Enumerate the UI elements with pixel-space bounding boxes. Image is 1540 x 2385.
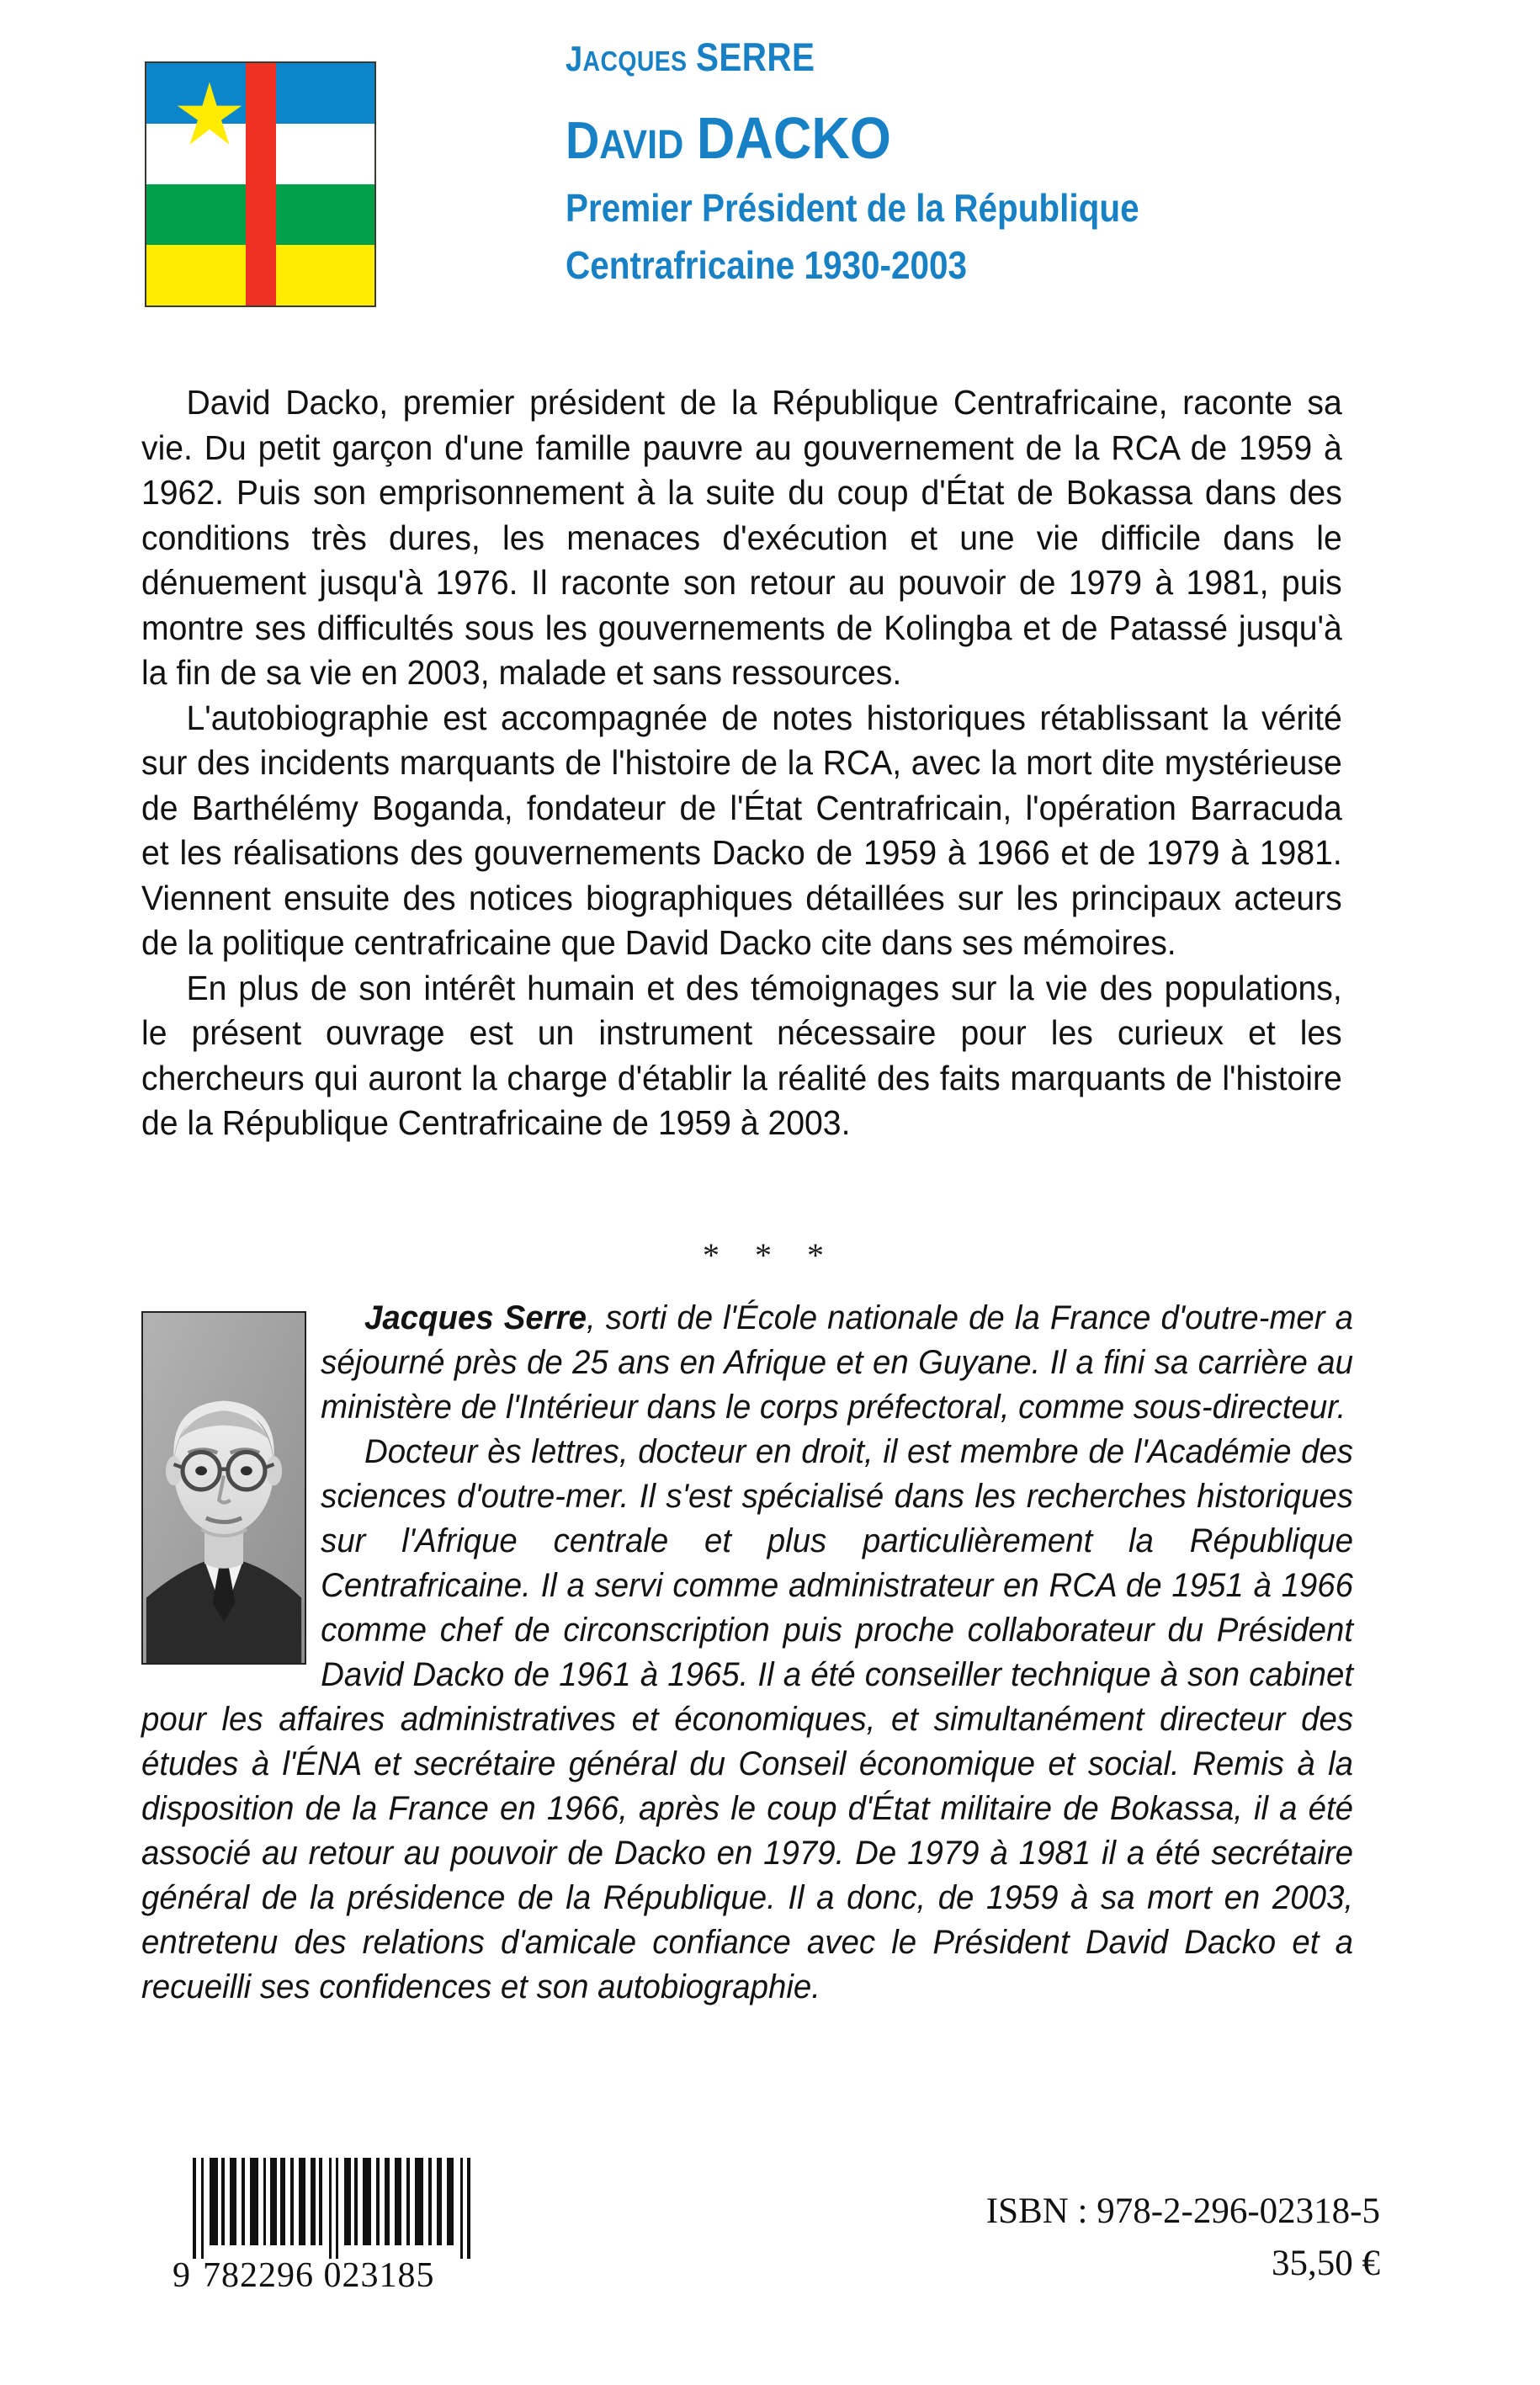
blurb-paragraph: En plus de son intérêt humain et des témoignages sur la vie des populations, le présent ouvrage est un instrument nécessaire pour les curieux et les chercheurs qui auront la charge d'établir la réalité des faits marquants de l'histoire de la République Centrafricaine de 1959 à 2003. (141, 968, 1342, 1142)
barcode-right-group: 023185 (323, 2256, 435, 2295)
barcode-lead-digit: 9 (173, 2256, 191, 2295)
flag-vertical-red-stripe (246, 63, 276, 305)
bio-author-name: Jacques Serre (364, 1299, 587, 1336)
title-last-initial: D (696, 105, 735, 171)
author-biography-section (141, 1296, 1404, 2010)
author-bio-text (141, 1296, 1353, 2010)
book-subtitle-line-1: Premier Président de la République (566, 186, 1139, 230)
barcode-block (173, 2158, 509, 2296)
author-last-initial: S (695, 35, 720, 79)
cover-header (0, 0, 1540, 353)
title-first-rest: AVID (599, 123, 684, 167)
title-last-rest: ACKO (735, 105, 891, 171)
author-first-initial: J (566, 39, 583, 78)
blurb-paragraph: David Dacko, premier président de la République Centrafricaine, raconte sa vie. Du petit garçon d'une famille pauvre au gouvernement de la RCA de 1959 à 1962. Puis son emprisonnement à la suite du coup d'État de Bokassa dans des conditions très dures, les menaces d'exécution et une vie difficile dans le dénuement jusqu'à 1976. Il raconte son retour au pouvoir de 1979 à 1981, puis montre ses difficultés sous les gouvernements de Kolingba et de Patassé jusqu'à la fin de sa vie en 2003, malade et sans ressources. (141, 383, 1342, 692)
bio-paragraph-1-rest: , sorti de l'École nationale de la France d'outre-mer a séjourné près de 25 ans en Afrique et en Guyane. Il a fini sa carrière au ministère de l'Intérieur dans le corps préfectoral, comme sous-directeur. (321, 1299, 1354, 1426)
author-name-heading (566, 34, 1362, 85)
book-title-heading (566, 105, 1399, 175)
back-cover-blurb (141, 380, 1342, 1146)
bio-paragraph-1 (141, 1296, 1353, 1430)
barcode-digits (173, 2255, 509, 2296)
ean13-barcode-icon (173, 2158, 489, 2259)
title-first-initial: D (566, 112, 600, 170)
price-text: 35,50 € (1272, 2244, 1380, 2283)
isbn-price-block (986, 2186, 1380, 2291)
title-block (566, 34, 1491, 289)
author-first-rest: ACQUES (582, 45, 688, 77)
bio-paragraph-2: Docteur ès lettres, docteur en droit, il est membre de l'Académie des sciences d'outre-mer. Il s'est spécialisé dans les recherches historiques sur l'Afrique centrale et plus particulièrement la République Centrafricaine. Il a servi comme administrateur en RCA de 1951 à 1966 comme chef de circonscription puis proche collaborateur du Président David Dacko de 1961 à 1965. Il a été conseiller technique à son cabinet pour les affaires administratives et économiques, et simultanément directeur des études à l'ÉNA et secrétaire général du Conseil économique et social. Remis à la disposition de la France en 1966, après le coup d'État militaire de Bokassa, il a été associé au retour au pouvoir de Dacko en 1979. De 1979 à 1981 il a été secrétaire général de la présidence de la République. Il a donc, de 1959 à sa mort en 2003, entretenu des relations d'amicale confiance avec le Président David Dacko et a recueilli ses confidences et son autobiographie. (141, 1433, 1354, 2005)
asterisk-separator: * * * (703, 1236, 837, 1274)
author-last-rest: ERRE (719, 35, 815, 79)
isbn-text: ISBN : 978-2-296-02318-5 (985, 2191, 1380, 2231)
barcode-left-group: 782296 (203, 2256, 314, 2295)
book-subtitle-line-2: Centrafricaine 1930-2003 (566, 243, 968, 287)
cover-footer (0, 2138, 1540, 2348)
central-african-republic-flag-icon (145, 61, 376, 307)
blurb-paragraph: L'autobiographie est accompagnée de notes historiques rétablissant la vérité sur des incidents marquants de l'histoire de la RCA, avec la mort dite mystérieuse de Barthélémy Boganda, fondateur de l'État Centrafricain, l'opération Barracuda et les réalisations des gouvernements Dacko de 1959 à 1966 et de 1979 à 1981. Viennent ensuite des notices biographiques détaillées sur les principaux acteurs de la politique centrafricaine que David Dacko cite dans ses mémoires. (141, 698, 1342, 962)
